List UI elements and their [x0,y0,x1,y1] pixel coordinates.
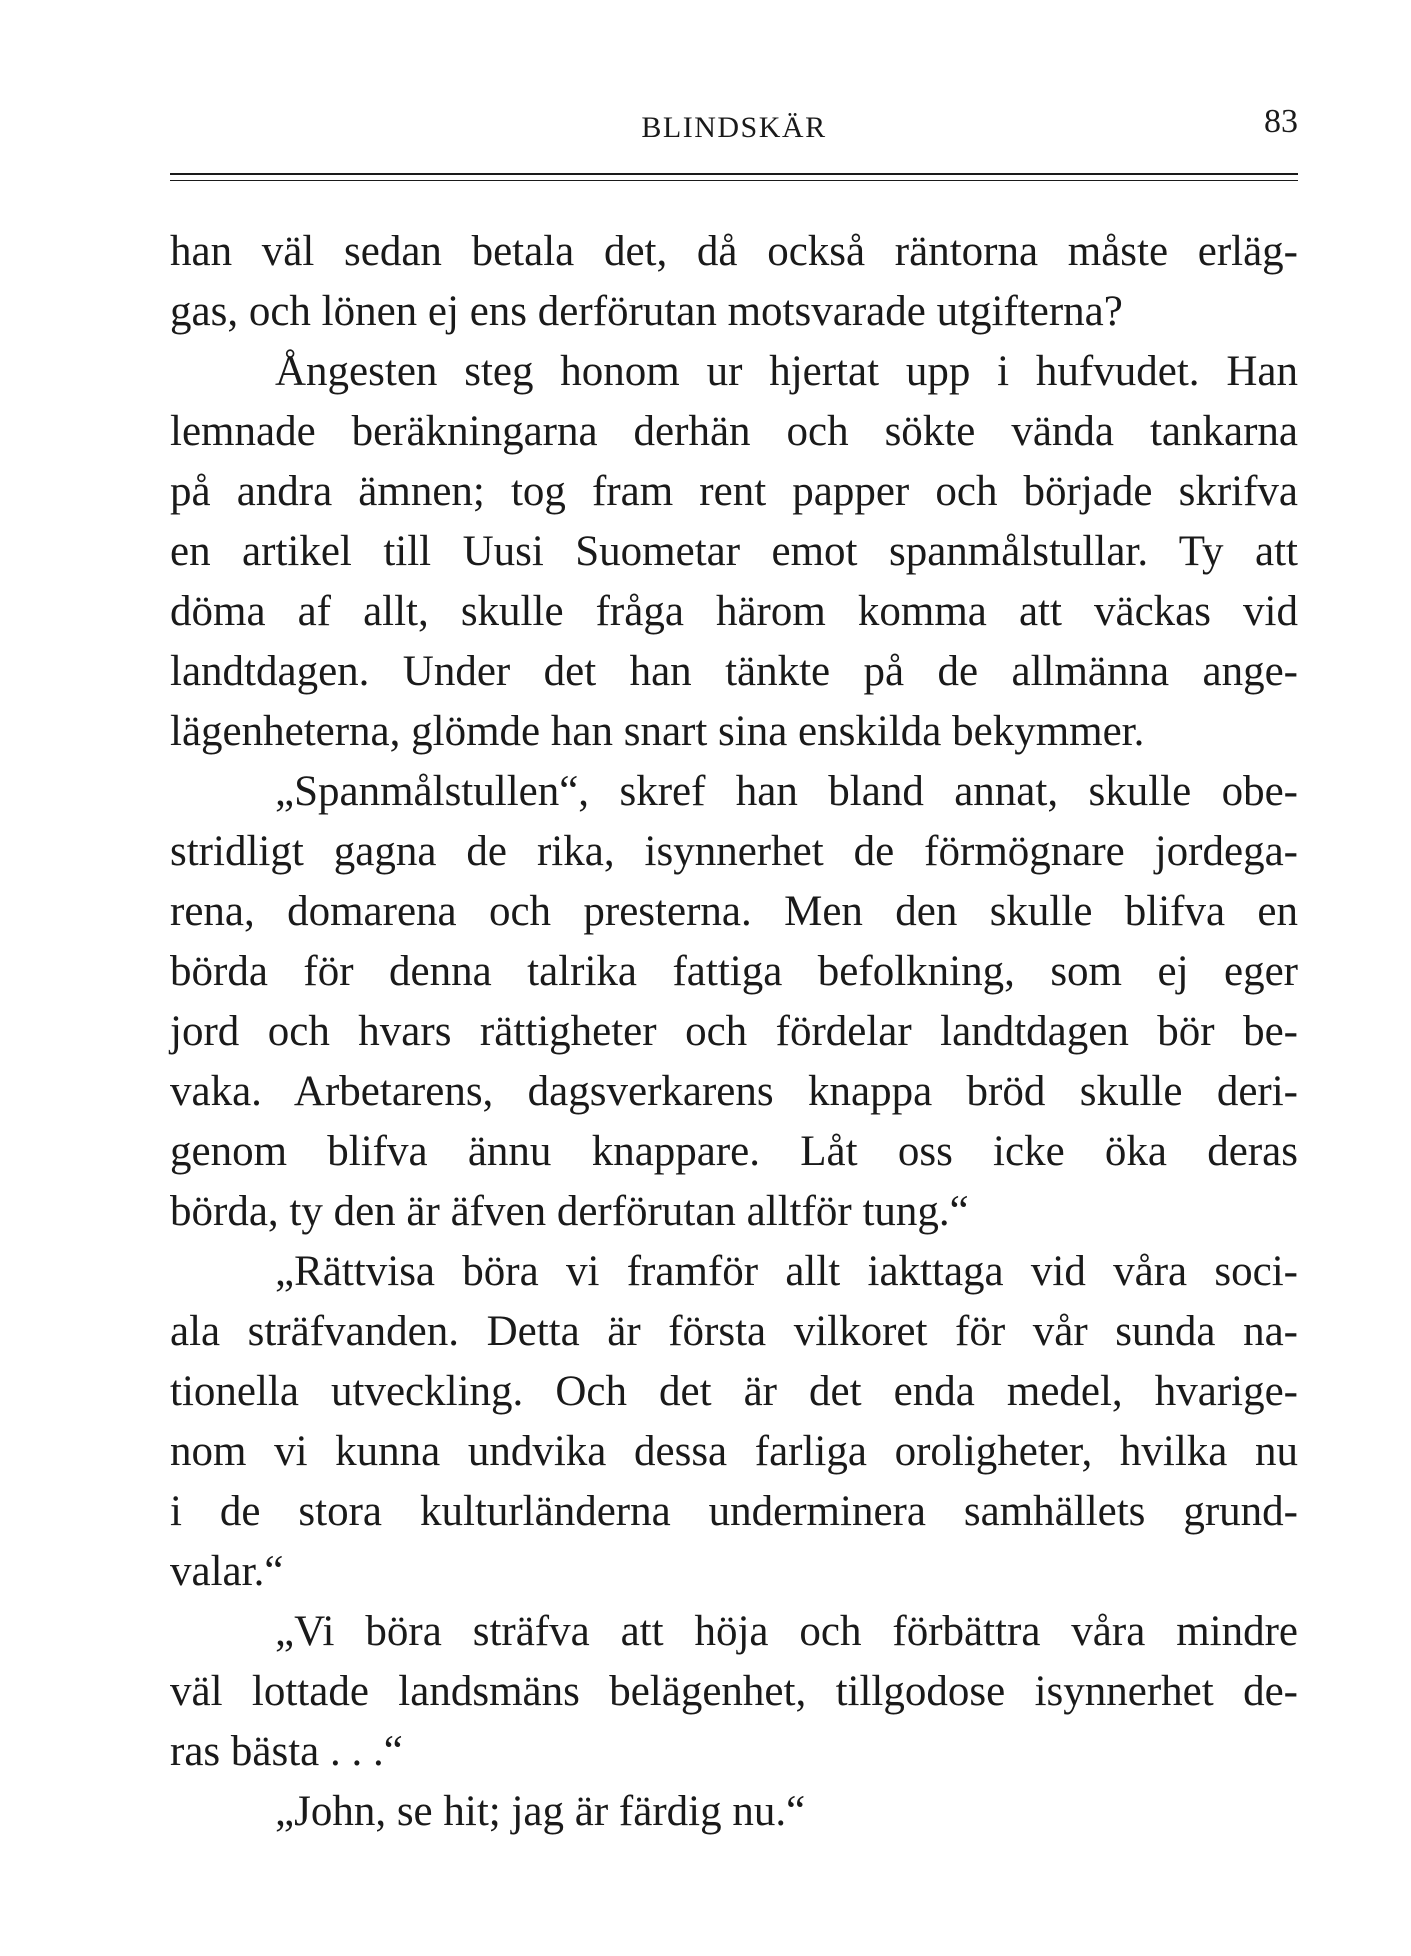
text-line: vaka. Arbetarens, dagsverkarens knappa bröd skulle deri- [170,1068,1298,1115]
text-line: „Spanmålstullen“, skref han bland annat, skulle obe- [275,768,1298,815]
text-line: i de stora kulturländerna underminera samhällets grund- [170,1488,1298,1535]
text-line: gas, och lönen ej ens derförutan motsvarade utgifterna? [170,288,1123,335]
text-line: stridligt gagna de rika, isynnerhet de förmögnare jordega- [170,828,1298,875]
text-line: börda för denna talrika fattiga befolkning, som ej eger [170,948,1298,995]
page-number: 83 [1264,103,1298,140]
text-line: döma af allt, skulle fråga härom komma att väckas vid [170,588,1298,635]
text-line: lägenheterna, glömde han snart sina enskilda bekymmer. [170,708,1145,755]
text-line: rena, domarena och presterna. Men den skulle blifva en [170,888,1298,935]
header-rule-bottom [170,180,1298,181]
text-line: han väl sedan betala det, då också räntorna måste erläg- [170,228,1298,275]
text-line: tionella utveckling. Och det är det enda medel, hvarige- [170,1368,1298,1415]
header-rule-top [170,173,1298,175]
text-line: väl lottade landsmäns belägenhet, tillgodose isynnerhet de- [170,1668,1298,1715]
text-line: „Vi böra sträfva att höja och förbättra våra mindre [275,1608,1298,1655]
text-line: jord och hvars rättigheter och fördelar landtdagen bör be- [170,1008,1298,1055]
running-head [170,103,1298,153]
text-line: nom vi kunna undvika dessa farliga oroligheter, hvilka nu [170,1428,1298,1475]
text-line: ala sträfvanden. Detta är första vilkoret för vår sunda na- [170,1308,1298,1355]
text-line: en artikel till Uusi Suometar emot spanmålstullar. Ty att [170,528,1298,575]
body-text [170,222,1298,1842]
text-line: landtdagen. Under det han tänkte på de allmänna ange- [170,648,1298,695]
text-line: „John, se hit; jag är färdig nu.“ [275,1788,806,1835]
running-title: BLINDSKÄR [641,111,827,144]
text-line: ras bästa . . .“ [170,1728,403,1775]
text-line: på andra ämnen; tog fram rent papper och började skrifva [170,468,1298,515]
text-line: lemnade beräkningarna derhän och sökte vända tankarna [170,408,1298,455]
text-line: börda, ty den är äfven derförutan alltför tung.“ [170,1188,969,1235]
text-line: genom blifva ännu knappare. Låt oss icke öka deras [170,1128,1298,1175]
text-line: Ångesten steg honom ur hjertat upp i hufvudet. Han [275,348,1298,395]
text-line: valar.“ [170,1548,284,1595]
text-line: „Rättvisa böra vi framför allt iakttaga vid våra soci- [275,1248,1298,1295]
